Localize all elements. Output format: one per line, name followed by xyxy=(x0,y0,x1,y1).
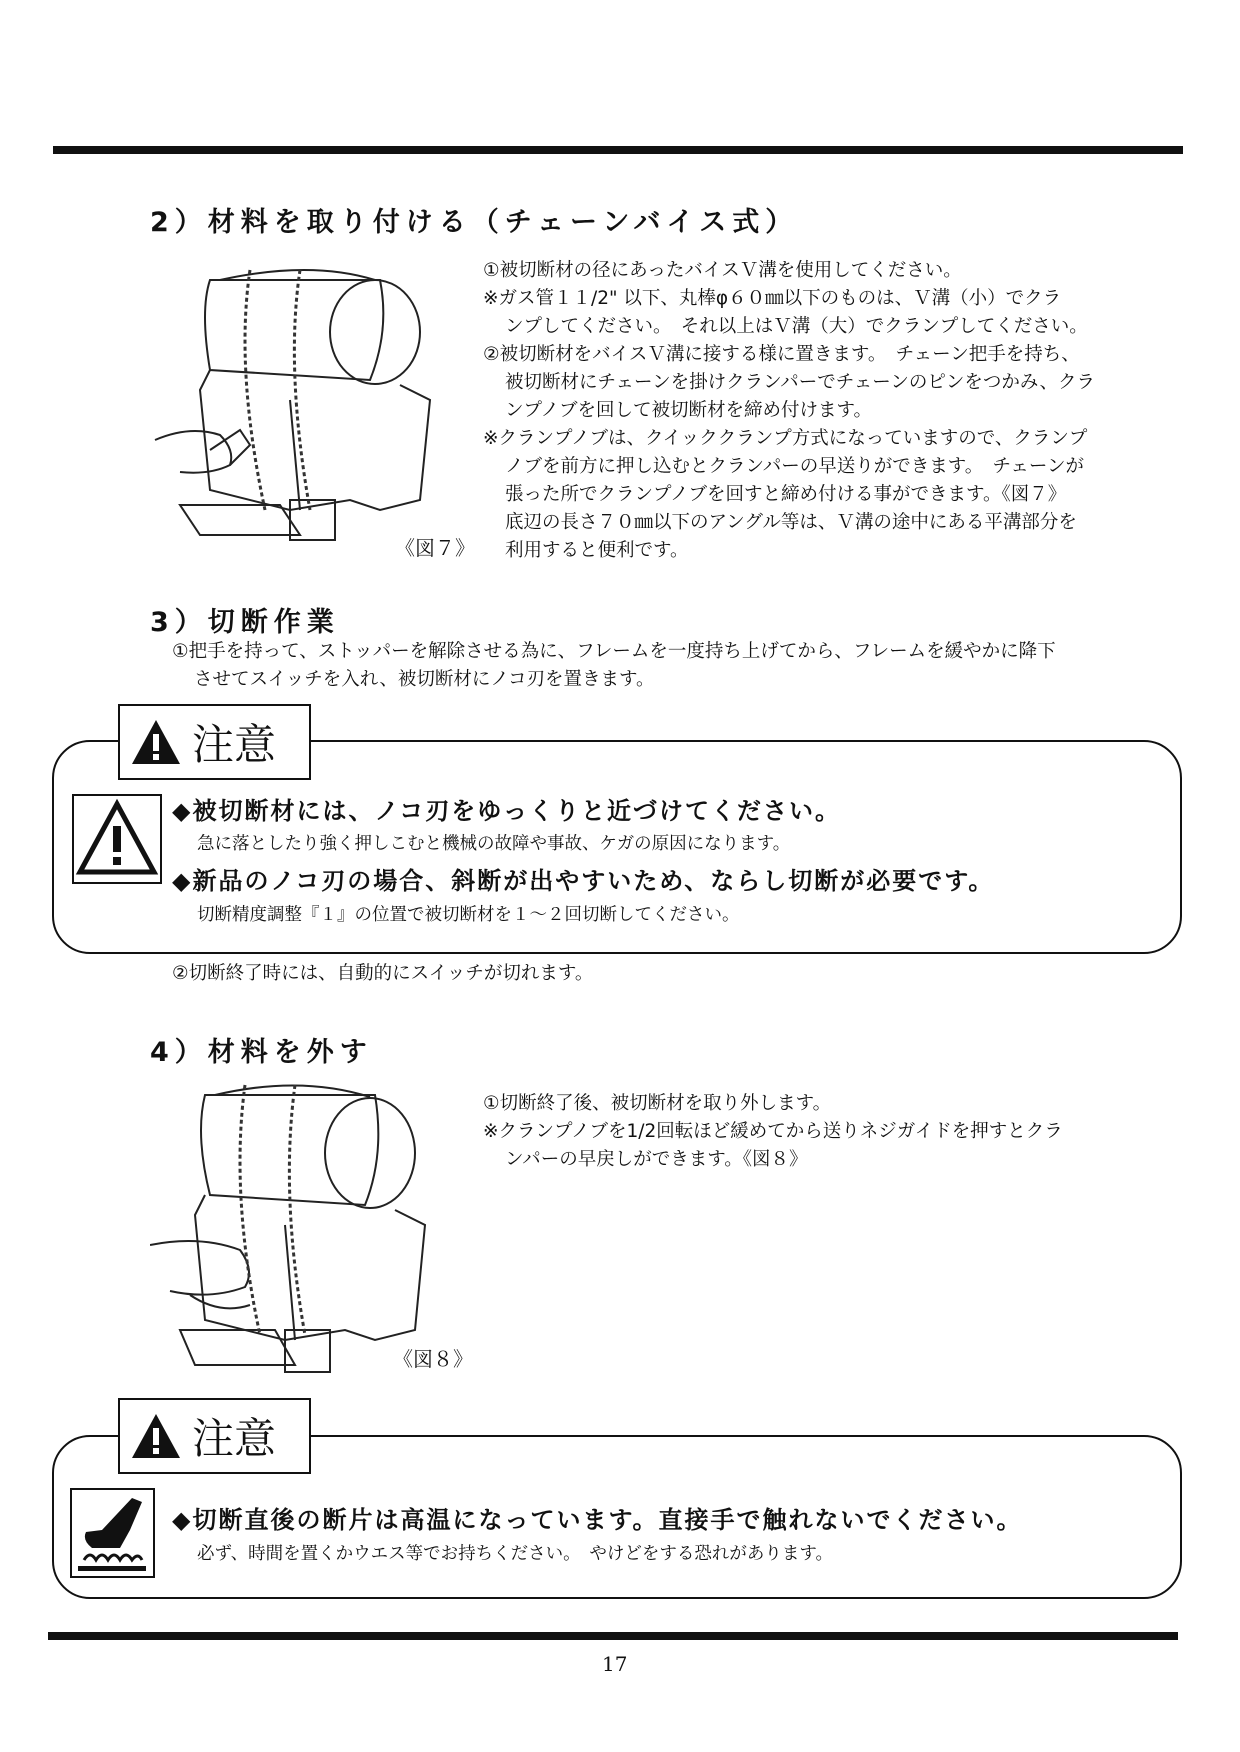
caution-label-1: 注意 xyxy=(192,720,277,769)
section2-line: ノブを前方に押し込むとクランパーの早送りができます。 チェーンが xyxy=(505,456,1085,477)
page-number: 17 xyxy=(602,1652,628,1676)
top-rule xyxy=(53,146,1183,154)
warning-exclamation-icon xyxy=(74,796,160,882)
section4-line: ンパーの早戻しができます。《図８》 xyxy=(505,1149,808,1170)
section4-line: ①切断終了後、被切断材を取り外します。 xyxy=(483,1093,832,1114)
section3-line: ①把手を持って、ストッパーを解除させる為に、フレームを一度持ち上げてから、フレームを緩やかに降下 xyxy=(172,641,1056,662)
warning-sign-panel xyxy=(72,794,162,884)
section2-line: ンプしてください。 それ以上はＶ溝（大）でクランプしてください。 xyxy=(505,316,1088,337)
caution1-item1-head: ◆被切断材には、ノコ刃をゆっくりと近づけてください。 xyxy=(172,797,842,825)
caution-label-2: 注意 xyxy=(192,1414,277,1463)
caution1-item1-sub: 急に落としたり強く押しこむと機械の故障や事故、ケガの原因になります。 xyxy=(197,834,791,854)
section2-title: 2）材料を取り付ける（チェーンバイス式） xyxy=(150,207,799,238)
caution-tab-2 xyxy=(118,1398,311,1474)
section2-line: 利用すると便利です。 xyxy=(505,540,689,561)
section2-line: 張った所でクランプノブを回すと締め付ける事ができます。《図７》 xyxy=(505,484,1067,505)
hot-surface-hand-icon xyxy=(72,1490,153,1576)
caution2-item1-sub: 必ず、時間を置くかウエス等でお持ちください。 やけどをする恐れがあります。 xyxy=(197,1544,833,1564)
section4-text xyxy=(483,1090,1063,1174)
section2-line: ②被切断材をバイスＶ溝に接する様に置きます。 チェーン把手を持ち、 xyxy=(483,344,1080,365)
figure8-illustration xyxy=(150,1065,450,1385)
caution1-item2-sub: 切断精度調整『１』の位置で被切断材を１～２回切断してください。 xyxy=(197,905,740,925)
section2-line: 被切断材にチェーンを掛けクランパーでチェーンのピンをつかみ、クラ xyxy=(505,372,1095,393)
hot-surface-panel xyxy=(70,1488,155,1578)
section2-line: ※ガス管１１/2" 以下、丸棒φ６０㎜以下のものは、Ｖ溝（小）でクラ xyxy=(483,288,1062,309)
figure8-caption: 《図８》 xyxy=(393,1347,473,1371)
section3-text xyxy=(172,638,1056,694)
figure7-caption: 《図７》 xyxy=(395,536,475,560)
section2-line: 底辺の長さ７０㎜以下のアングル等は、Ｖ溝の途中にある平溝部分を xyxy=(505,512,1077,533)
section4-title: 4）材料を外す xyxy=(150,1037,373,1068)
bottom-rule xyxy=(48,1632,1178,1640)
section2-line: ンプノブを回して被切断材を締め付けます。 xyxy=(505,400,873,421)
figure7-illustration xyxy=(150,250,460,550)
warning-triangle-icon xyxy=(130,718,182,766)
section2-line: ※クランプノブは、クイッククランプ方式になっていますので、クランプ xyxy=(483,428,1088,449)
section4-line: ※クランプノブを1/2回転ほど緩めてから送りネジガイドを押すとクラ xyxy=(483,1121,1063,1142)
section3-title: 3）切断作業 xyxy=(150,607,340,638)
warning-triangle-icon xyxy=(130,1412,182,1460)
section2-text xyxy=(483,257,1095,565)
caution2-item1-head: ◆切断直後の断片は高温になっています。直接手で触れないでください。 xyxy=(172,1506,1023,1534)
caution-tab-1 xyxy=(118,704,311,780)
section3-after-caution: ②切断終了時には、自動的にスイッチが切れます。 xyxy=(172,963,594,984)
section3-line: させてスイッチを入れ、被切断材にノコ刃を置きます。 xyxy=(194,669,655,690)
section2-line: ①被切断材の径にあったバイスＶ溝を使用してください。 xyxy=(483,260,962,281)
caution1-item2-head: ◆新品のノコ刃の場合、斜断が出やすいため、ならし切断が必要です。 xyxy=(172,867,995,895)
